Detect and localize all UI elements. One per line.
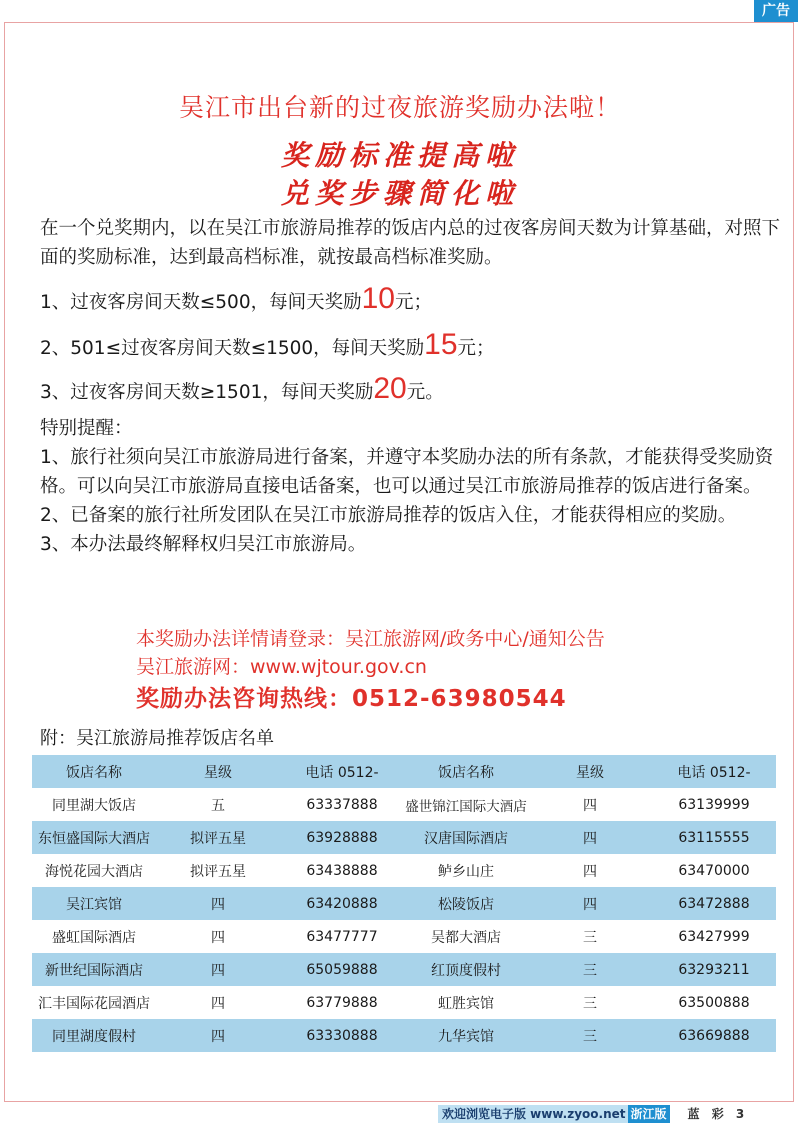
table-row xyxy=(32,920,776,953)
cell-star-rating: 四 xyxy=(156,986,280,1019)
cell-star-rating: 四 xyxy=(156,953,280,986)
footer-page-number: 蓝 彩 3 xyxy=(687,1107,749,1121)
rule-suffix: 元。 xyxy=(406,382,444,403)
special-reminders xyxy=(40,414,780,559)
footer-edition-badge: 浙江版 xyxy=(628,1105,670,1123)
cell-hotel-name: 九华宾馆 xyxy=(404,1019,528,1052)
cell-phone: 63470000 xyxy=(652,854,776,887)
header-phone: 电话 0512- xyxy=(280,755,404,788)
cell-star-rating: 四 xyxy=(528,887,652,920)
cell-star-rating: 四 xyxy=(156,887,280,920)
cell-phone: 63330888 xyxy=(280,1019,404,1052)
cell-phone: 63500888 xyxy=(652,986,776,1019)
cell-phone: 63293211 xyxy=(652,953,776,986)
reminder-item: 2、已备案的旅行社所发团队在吴江市旅游局推荐的饭店入住，才能获得相应的奖励。 xyxy=(40,505,737,526)
rule-amount: 20 xyxy=(373,372,407,405)
header-phone: 电话 0512- xyxy=(652,755,776,788)
cell-hotel-name: 盛虹国际酒店 xyxy=(32,920,156,953)
cell-phone: 63115555 xyxy=(652,821,776,854)
rule-text: 1、过夜客房间天数≤500，每间天奖励 xyxy=(40,292,362,313)
cell-star-rating: 三 xyxy=(528,920,652,953)
reward-rule-1 xyxy=(40,282,432,316)
cell-hotel-name: 吴江宾馆 xyxy=(32,887,156,920)
rule-suffix: 元； xyxy=(457,338,495,359)
reminder-item: 3、本办法最终解释权归吴江市旅游局。 xyxy=(40,534,367,555)
cell-hotel-name: 松陵饭店 xyxy=(404,887,528,920)
cell-phone: 63928888 xyxy=(280,821,404,854)
cell-phone: 63669888 xyxy=(652,1019,776,1052)
cell-hotel-name: 汇丰国际花园酒店 xyxy=(32,986,156,1019)
cell-hotel-name: 同里湖度假村 xyxy=(32,1019,156,1052)
hotline-number: 奖励办法咨询热线：0512-63980544 xyxy=(136,686,567,712)
rule-text: 3、过夜客房间天数≥1501，每间天奖励 xyxy=(40,382,374,403)
cell-star-rating: 四 xyxy=(528,788,652,821)
ad-badge: 广告 xyxy=(754,0,798,22)
table-row xyxy=(32,1019,776,1052)
cell-hotel-name: 东恒盛国际大酒店 xyxy=(32,821,156,854)
rule-amount: 10 xyxy=(361,282,395,315)
rule-text: 2、501≤过夜客房间天数≤1500，每间天奖励 xyxy=(40,338,425,359)
footer-website[interactable]: 欢迎浏览电子版 www.zyoo.net xyxy=(438,1105,630,1123)
header-hotel-name: 饭店名称 xyxy=(32,755,156,788)
cell-phone: 65059888 xyxy=(280,953,404,986)
cell-phone: 63477777 xyxy=(280,920,404,953)
cell-hotel-name: 同里湖大饭店 xyxy=(32,788,156,821)
cell-star-rating: 三 xyxy=(528,953,652,986)
table-row xyxy=(32,788,776,821)
cell-star-rating: 五 xyxy=(156,788,280,821)
cell-star-rating: 四 xyxy=(528,854,652,887)
table-row xyxy=(32,986,776,1019)
details-link-text: 本奖励办法详情请登录：吴江旅游网/政务中心/通知公告 xyxy=(136,628,605,650)
cell-star-rating: 拟评五星 xyxy=(156,854,280,887)
header-hotel-name: 饭店名称 xyxy=(404,755,528,788)
table-header-row xyxy=(32,755,776,788)
header-star-rating: 星级 xyxy=(156,755,280,788)
table-row xyxy=(32,854,776,887)
hotel-table xyxy=(32,755,776,1052)
cell-phone: 63139999 xyxy=(652,788,776,821)
footer-bar xyxy=(438,1105,748,1123)
cell-star-rating: 三 xyxy=(528,1019,652,1052)
cell-phone: 63779888 xyxy=(280,986,404,1019)
cell-hotel-name: 汉唐国际酒店 xyxy=(404,821,528,854)
table-row xyxy=(32,953,776,986)
subtitle-reward-raised: 奖励标准提高啦 xyxy=(280,139,519,172)
cell-star-rating: 四 xyxy=(156,1019,280,1052)
cell-star-rating: 四 xyxy=(528,821,652,854)
cell-hotel-name: 海悦花园大酒店 xyxy=(32,854,156,887)
cell-hotel-name: 虹胜宾馆 xyxy=(404,986,528,1019)
cell-phone: 63337888 xyxy=(280,788,404,821)
intro-paragraph: 在一个兑奖期内，以在吴江市旅游局推荐的饭店内总的过夜客房间天数为计算基础，对照下面的奖励标准，达到最高档标准，就按最高档标准奖励。 xyxy=(40,218,781,268)
table-row xyxy=(32,821,776,854)
cell-hotel-name: 新世纪国际酒店 xyxy=(32,953,156,986)
cell-star-rating: 三 xyxy=(528,986,652,1019)
reminders-heading: 特别提醒： xyxy=(40,418,133,439)
cell-hotel-name: 盛世锦江国际大酒店 xyxy=(404,788,528,821)
table-row xyxy=(32,887,776,920)
reminder-item: 1、旅行社须向吴江市旅游局进行备案，并遵守本奖励办法的所有条款，才能获得受奖励资格。可以向吴江市旅游局直接电话备案，也可以通过吴江市旅游局推荐的饭店进行备案。 xyxy=(40,447,774,497)
cell-star-rating: 拟评五星 xyxy=(156,821,280,854)
reward-rule-2 xyxy=(40,328,495,362)
cell-phone: 63420888 xyxy=(280,887,404,920)
cell-star-rating: 四 xyxy=(156,920,280,953)
cell-phone: 63472888 xyxy=(652,887,776,920)
reward-rule-3 xyxy=(40,372,444,406)
cell-hotel-name: 鲈乡山庄 xyxy=(404,854,528,887)
hotel-list-caption: 附：吴江旅游局推荐饭店名单 xyxy=(40,728,274,749)
cell-phone: 63427999 xyxy=(652,920,776,953)
rule-amount: 15 xyxy=(424,328,458,361)
rule-suffix: 元； xyxy=(394,292,432,313)
page-title: 吴江市出台新的过夜旅游奖励办法啦！ xyxy=(178,93,621,122)
cell-hotel-name: 红顶度假村 xyxy=(404,953,528,986)
header-star-rating: 星级 xyxy=(528,755,652,788)
subtitle-steps-simplified: 兑奖步骤简化啦 xyxy=(280,177,519,210)
cell-hotel-name: 吴都大酒店 xyxy=(404,920,528,953)
website-link[interactable]: 吴江旅游网：www.wjtour.gov.cn xyxy=(136,656,427,678)
cell-phone: 63438888 xyxy=(280,854,404,887)
